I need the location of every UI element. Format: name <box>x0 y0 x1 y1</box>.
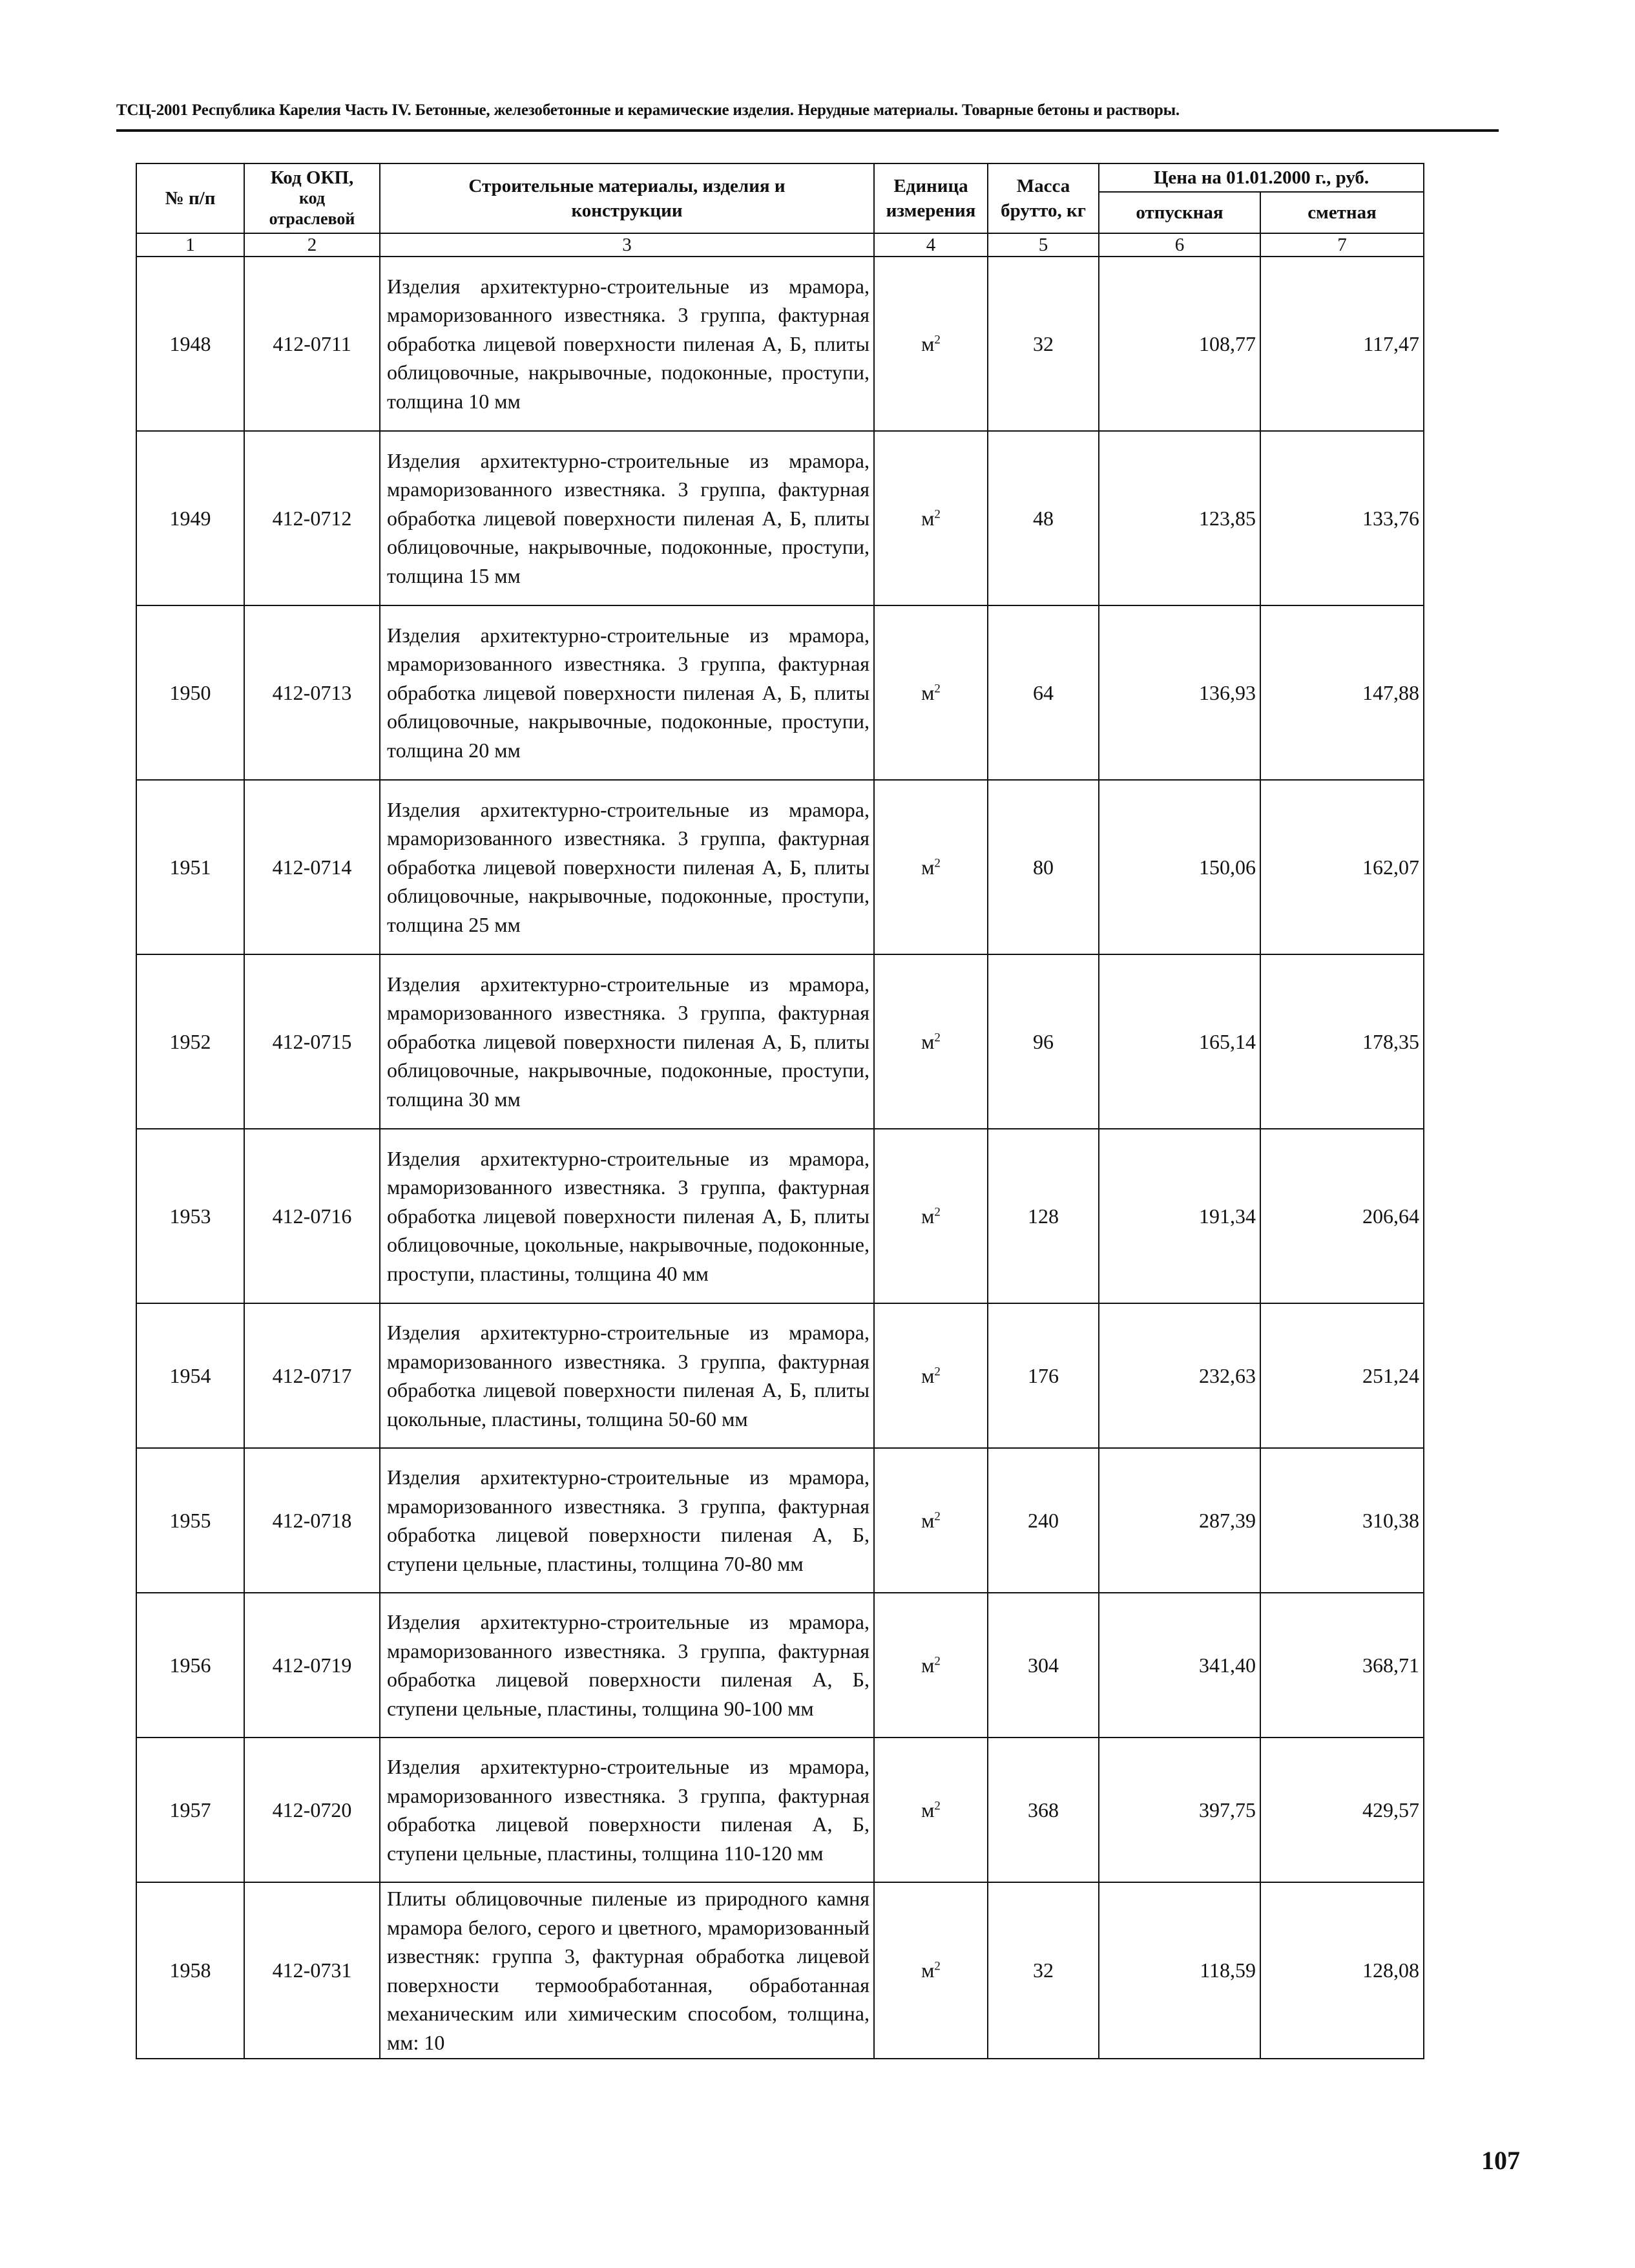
price-estimate: 429,57 <box>1260 1738 1424 1882</box>
okp-code: 412-0715 <box>244 954 380 1129</box>
material-description: Изделия архитектурно-строительные из мрамора, мраморизованного известняка. 3 группа, фактурная обработка лицевой поверхности пиленая А, Б, плиты облицовочные, цокольные, накрывочные, подоконные, проступи, пластины, толщина 40 мм <box>380 1129 874 1303</box>
unit-cell <box>874 431 988 605</box>
header-okp-line1: Код ОКП, <box>270 167 354 188</box>
unit-cell <box>874 1129 988 1303</box>
row-number: 1955 <box>136 1448 244 1593</box>
mass-value: 240 <box>988 1448 1099 1593</box>
unit-base: м <box>921 1653 935 1677</box>
table-row <box>136 257 1424 431</box>
okp-code: 412-0718 <box>244 1448 380 1593</box>
column-number-row <box>136 233 1424 257</box>
unit-exponent: 2 <box>934 1798 941 1812</box>
table-row <box>136 780 1424 954</box>
okp-code: 412-0716 <box>244 1129 380 1303</box>
unit-exponent: 2 <box>934 332 941 346</box>
unit-base: м <box>921 506 935 530</box>
unit-exponent: 2 <box>934 1204 941 1219</box>
row-number: 1954 <box>136 1303 244 1448</box>
mass-value: 96 <box>988 954 1099 1129</box>
mass-value: 64 <box>988 605 1099 780</box>
row-number: 1950 <box>136 605 244 780</box>
unit-exponent: 2 <box>934 1959 941 1973</box>
unit-cell <box>874 257 988 431</box>
unit-base: м <box>921 1958 935 1982</box>
header-okp-line3: отраслевой <box>269 209 355 228</box>
price-release: 287,39 <box>1099 1448 1260 1593</box>
price-release: 118,59 <box>1099 1882 1260 2059</box>
unit-base: м <box>921 1363 935 1387</box>
price-release: 108,77 <box>1099 257 1260 431</box>
unit-cell <box>874 1593 988 1738</box>
table-row <box>136 1738 1424 1882</box>
header-unit-line1: Единица <box>893 176 968 196</box>
price-estimate: 178,35 <box>1260 954 1424 1129</box>
header-mass-line2: брутто, кг <box>1001 200 1086 221</box>
column-number: 5 <box>988 233 1099 257</box>
material-description: Изделия архитектурно-строительные из мрамора, мраморизованного известняка. 3 группа, фактурная обработка лицевой поверхности пиленая А, Б, плиты облицовочные, накрывочные, подоконные, проступи, толщина 25 мм <box>380 780 874 954</box>
price-release: 341,40 <box>1099 1593 1260 1738</box>
unit-cell <box>874 954 988 1129</box>
price-release: 165,14 <box>1099 954 1260 1129</box>
unit-base: м <box>921 1029 935 1053</box>
price-estimate: 206,64 <box>1260 1129 1424 1303</box>
material-description: Изделия архитектурно-строительные из мрамора, мраморизованного известняка. 3 группа, фактурная обработка лицевой поверхности пиленая А, Б, плиты облицовочные, накрывочные, подоконные, проступи, толщина 10 мм <box>380 257 874 431</box>
material-description: Плиты облицовочные пиленые из природного камня мрамора белого, серого и цветного, мраморизованный известняк: группа 3, фактурная обработка лицевой поверхности термообработанная, обработанная механическим или химическим способом, толщина, мм: 10 <box>380 1882 874 2059</box>
unit-cell <box>874 780 988 954</box>
header-unit <box>874 163 988 233</box>
column-number: 6 <box>1099 233 1260 257</box>
header-num: № п/п <box>136 163 244 233</box>
row-number: 1953 <box>136 1129 244 1303</box>
price-table <box>136 163 1424 2059</box>
okp-code: 412-0714 <box>244 780 380 954</box>
okp-code: 412-0712 <box>244 431 380 605</box>
page-number: 107 <box>1481 2146 1520 2175</box>
row-number: 1951 <box>136 780 244 954</box>
unit-base: м <box>921 680 935 704</box>
column-number: 7 <box>1260 233 1424 257</box>
header-mass-line1: Масса <box>1016 176 1070 196</box>
header-price-estimate: сметная <box>1260 192 1424 233</box>
price-estimate: 128,08 <box>1260 1882 1424 2059</box>
mass-value: 304 <box>988 1593 1099 1738</box>
header-price-release: отпускная <box>1099 192 1260 233</box>
okp-code: 412-0713 <box>244 605 380 780</box>
material-description: Изделия архитектурно-строительные из мрамора, мраморизованного известняка. 3 группа, фактурная обработка лицевой поверхности пиленая А, Б, плиты облицовочные, накрывочные, подоконные, проступи, толщина 15 мм <box>380 431 874 605</box>
okp-code: 412-0711 <box>244 257 380 431</box>
unit-base: м <box>921 1798 935 1822</box>
unit-base: м <box>921 1204 935 1228</box>
header-unit-line2: измерения <box>886 200 976 221</box>
header-okp <box>244 163 380 233</box>
unit-exponent: 2 <box>934 1654 941 1668</box>
mass-value: 32 <box>988 257 1099 431</box>
unit-exponent: 2 <box>934 507 941 521</box>
mass-value: 48 <box>988 431 1099 605</box>
material-description: Изделия архитектурно-строительные из мрамора, мраморизованного известняка. 3 группа, фактурная обработка лицевой поверхности пиленая А, Б, плиты облицовочные, накрывочные, подоконные, проступи, толщина 20 мм <box>380 605 874 780</box>
unit-cell <box>874 1738 988 1882</box>
unit-cell <box>874 1448 988 1593</box>
price-release: 136,93 <box>1099 605 1260 780</box>
price-estimate: 117,47 <box>1260 257 1424 431</box>
row-number: 1948 <box>136 257 244 431</box>
header-okp-line2: код <box>298 189 326 207</box>
table-row <box>136 1593 1424 1738</box>
table-row <box>136 431 1424 605</box>
unit-base: м <box>921 1508 935 1532</box>
row-number: 1957 <box>136 1738 244 1882</box>
price-estimate: 133,76 <box>1260 431 1424 605</box>
header-material-line1: Строительные материалы, изделия и <box>468 176 786 196</box>
unit-cell <box>874 1882 988 2059</box>
table-row <box>136 605 1424 780</box>
okp-code: 412-0719 <box>244 1593 380 1738</box>
okp-code: 412-0717 <box>244 1303 380 1448</box>
row-number: 1958 <box>136 1882 244 2059</box>
price-estimate: 310,38 <box>1260 1448 1424 1593</box>
table-row <box>136 1129 1424 1303</box>
material-description: Изделия архитектурно-строительные из мрамора, мраморизованного известняка. 3 группа, фактурная обработка лицевой поверхности пиленая А, Б, плиты облицовочные, накрывочные, подоконные, проступи, толщина 30 мм <box>380 954 874 1129</box>
header-material-line2: конструкции <box>571 200 683 221</box>
unit-exponent: 2 <box>934 1364 941 1378</box>
page-header: ТСЦ-2001 Республика Карелия Часть IV. Бетонные, железобетонные и керамические изделия. Нерудные материалы. Товарные бетоны и растворы. <box>116 97 1499 132</box>
unit-base: м <box>921 331 935 355</box>
material-description: Изделия архитектурно-строительные из мрамора, мраморизованного известняка. 3 группа, фактурная обработка лицевой поверхности пиленая А, Б, ступени цельные, пластины, толщина 70-80 мм <box>380 1448 874 1593</box>
row-number: 1949 <box>136 431 244 605</box>
price-estimate: 251,24 <box>1260 1303 1424 1448</box>
row-number: 1952 <box>136 954 244 1129</box>
material-description: Изделия архитектурно-строительные из мрамора, мраморизованного известняка. 3 группа, фактурная обработка лицевой поверхности пиленая А, Б, ступени цельные, пластины, толщина 90-100 мм <box>380 1593 874 1738</box>
price-release: 232,63 <box>1099 1303 1260 1448</box>
table-row <box>136 1448 1424 1593</box>
header-material <box>380 163 874 233</box>
price-estimate: 147,88 <box>1260 605 1424 780</box>
mass-value: 32 <box>988 1882 1099 2059</box>
price-estimate: 162,07 <box>1260 780 1424 954</box>
material-description: Изделия архитектурно-строительные из мрамора, мраморизованного известняка. 3 группа, фактурная обработка лицевой поверхности пиленая А, Б, ступени цельные, пластины, толщина 110-120 мм <box>380 1738 874 1882</box>
mass-value: 80 <box>988 780 1099 954</box>
unit-exponent: 2 <box>934 1030 941 1044</box>
price-release: 191,34 <box>1099 1129 1260 1303</box>
column-number: 3 <box>380 233 874 257</box>
material-description: Изделия архитектурно-строительные из мрамора, мраморизованного известняка. 3 группа, фактурная обработка лицевой поверхности пиленая А, Б, плиты цокольные, пластины, толщина 50-60 мм <box>380 1303 874 1448</box>
unit-base: м <box>921 855 935 879</box>
unit-exponent: 2 <box>934 1509 941 1523</box>
unit-exponent: 2 <box>934 681 941 695</box>
table-row <box>136 1303 1424 1448</box>
okp-code: 412-0731 <box>244 1882 380 2059</box>
mass-value: 128 <box>988 1129 1099 1303</box>
price-estimate: 368,71 <box>1260 1593 1424 1738</box>
table-row <box>136 1882 1424 2059</box>
price-release: 123,85 <box>1099 431 1260 605</box>
column-number: 2 <box>244 233 380 257</box>
header-mass <box>988 163 1099 233</box>
price-release: 150,06 <box>1099 780 1260 954</box>
unit-exponent: 2 <box>934 856 941 870</box>
mass-value: 368 <box>988 1738 1099 1882</box>
table-row <box>136 954 1424 1129</box>
unit-cell <box>874 1303 988 1448</box>
column-number: 1 <box>136 233 244 257</box>
unit-cell <box>874 605 988 780</box>
header-price-group: Цена на 01.01.2000 г., руб. <box>1099 163 1424 192</box>
row-number: 1956 <box>136 1593 244 1738</box>
table-body <box>136 257 1424 2059</box>
mass-value: 176 <box>988 1303 1099 1448</box>
okp-code: 412-0720 <box>244 1738 380 1882</box>
column-number: 4 <box>874 233 988 257</box>
price-release: 397,75 <box>1099 1738 1260 1882</box>
